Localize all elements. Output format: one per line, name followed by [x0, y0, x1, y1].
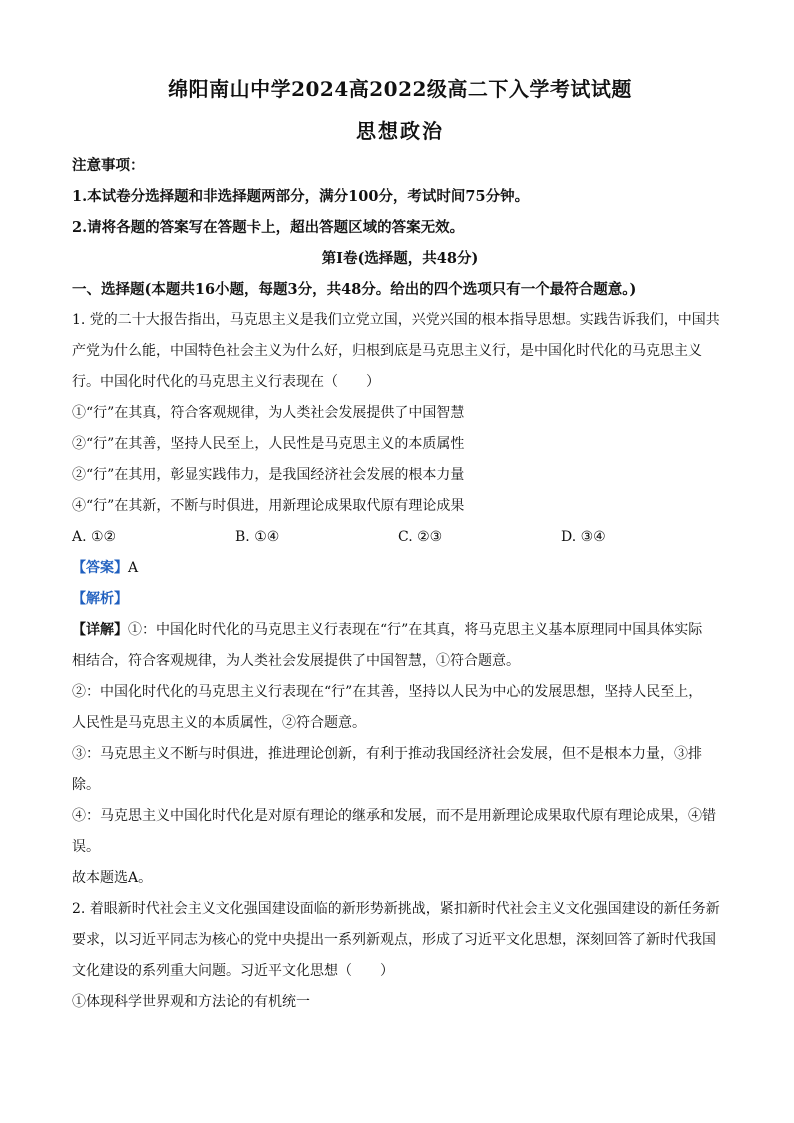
notice-item-2: 2.请将各题的答案写在答题卡上，超出答题区域的答案无效。	[72, 219, 465, 236]
q1-detail-line-2: 相结合，符合客观规律，为人类社会发展提供了中国智慧，①符合题意。	[72, 653, 520, 669]
exam-title: 绵阳南山中学2024高2022级高二下入学考试试题	[168, 77, 632, 101]
q1-stem-line-1: 1. 党的二十大报告指出，马克思主义是我们立党立国，兴党兴国的根本指导思想。实践告诉我们，中国共	[72, 312, 720, 328]
q1-conclusion: 故本题选A。	[72, 870, 153, 886]
part1-heading: 第Ⅰ卷(选择题，共48分)	[321, 250, 479, 267]
answer-value: A	[128, 560, 139, 576]
q1-option-a: A. ①②	[72, 529, 117, 545]
q1-option-b: B. ①④	[235, 529, 280, 545]
q1-detail-line-7: ④：马克思主义中国化时代化是对原有理论的继承和发展，而不是用新理论成果取代原有理论成果，④错	[72, 808, 716, 824]
q1-detail-line-4: 人民性是马克思主义的本质属性，②符合题意。	[72, 715, 366, 731]
q2-stem-line-2: 要求，以习近平同志为核心的党中央提出一系列新观点，形成了习近平文化思想，深刻回答了新时代我国	[72, 932, 716, 948]
q1-answer	[72, 553, 728, 584]
q1-statement-2: ②“行”在其善，坚持人民至上，人民性是马克思主义的本质属性	[72, 436, 465, 452]
q2-statement-1: ①体现科学世界观和方法论的有机统一	[72, 994, 310, 1010]
q1-detail-text-1: ①：中国化时代化的马克思主义行表现在“行”在其真，将马克思主义基本原理同中国具体实际	[128, 622, 703, 638]
subject-title: 思想政治	[356, 119, 444, 143]
exam-page	[72, 62, 728, 1018]
q1-detail-line-6: 除。	[72, 777, 100, 793]
q1-stem-line-2: 产党为什么能，中国特色社会主义为什么好，归根到底是马克思主义行，是中国化时代化的马克思主义	[72, 343, 702, 359]
q1-detail-line-1	[72, 615, 728, 646]
q1-stem-line-3: 行。中国化时代化的马克思主义行表现在（ ）	[72, 374, 380, 390]
q1-statement-1: ①“行”在其真，符合客观规律，为人类社会发展提供了中国智慧	[72, 405, 465, 421]
answer-label: 【答案】	[72, 560, 128, 576]
analysis-label: 【解析】	[72, 591, 128, 607]
detail-label: 【详解】	[72, 622, 128, 638]
q1-option-c: C. ②③	[398, 529, 443, 545]
notice-title: 注意事项：	[72, 157, 145, 174]
q1-options	[72, 522, 728, 553]
part1-instruction: 一、选择题(本题共16小题，每题3分，共48分。给出的四个选项只有一个最符合题意。)	[72, 281, 637, 298]
notice-item-1: 1.本试卷分选择题和非选择题两部分，满分100分，考试时间75分钟。	[72, 188, 530, 205]
q1-statement-3: ②“行”在其用，彰显实践伟力，是我国经济社会发展的根本力量	[72, 467, 465, 483]
q1-option-d: D. ③④	[561, 529, 606, 545]
q1-statement-4: ④“行”在其新，不断与时俱进，用新理论成果取代原有理论成果	[72, 498, 465, 514]
q2-stem-line-3: 文化建设的系列重大问题。习近平文化思想（ ）	[72, 963, 394, 979]
q1-detail-line-5: ③：马克思主义不断与时俱进，推进理论创新，有利于推动我国经济社会发展，但不是根本力量，③排	[72, 746, 702, 762]
q1-detail-line-8: 误。	[72, 839, 100, 855]
q1-detail-line-3: ②：中国化时代化的马克思主义行表现在“行”在其善，坚持以人民为中心的发展思想，坚持人民至上，	[72, 684, 703, 700]
q2-stem-line-1: 2. 着眼新时代社会主义文化强国建设面临的新形势新挑战，紧扣新时代社会主义文化强国建设的新任务新	[72, 901, 720, 917]
